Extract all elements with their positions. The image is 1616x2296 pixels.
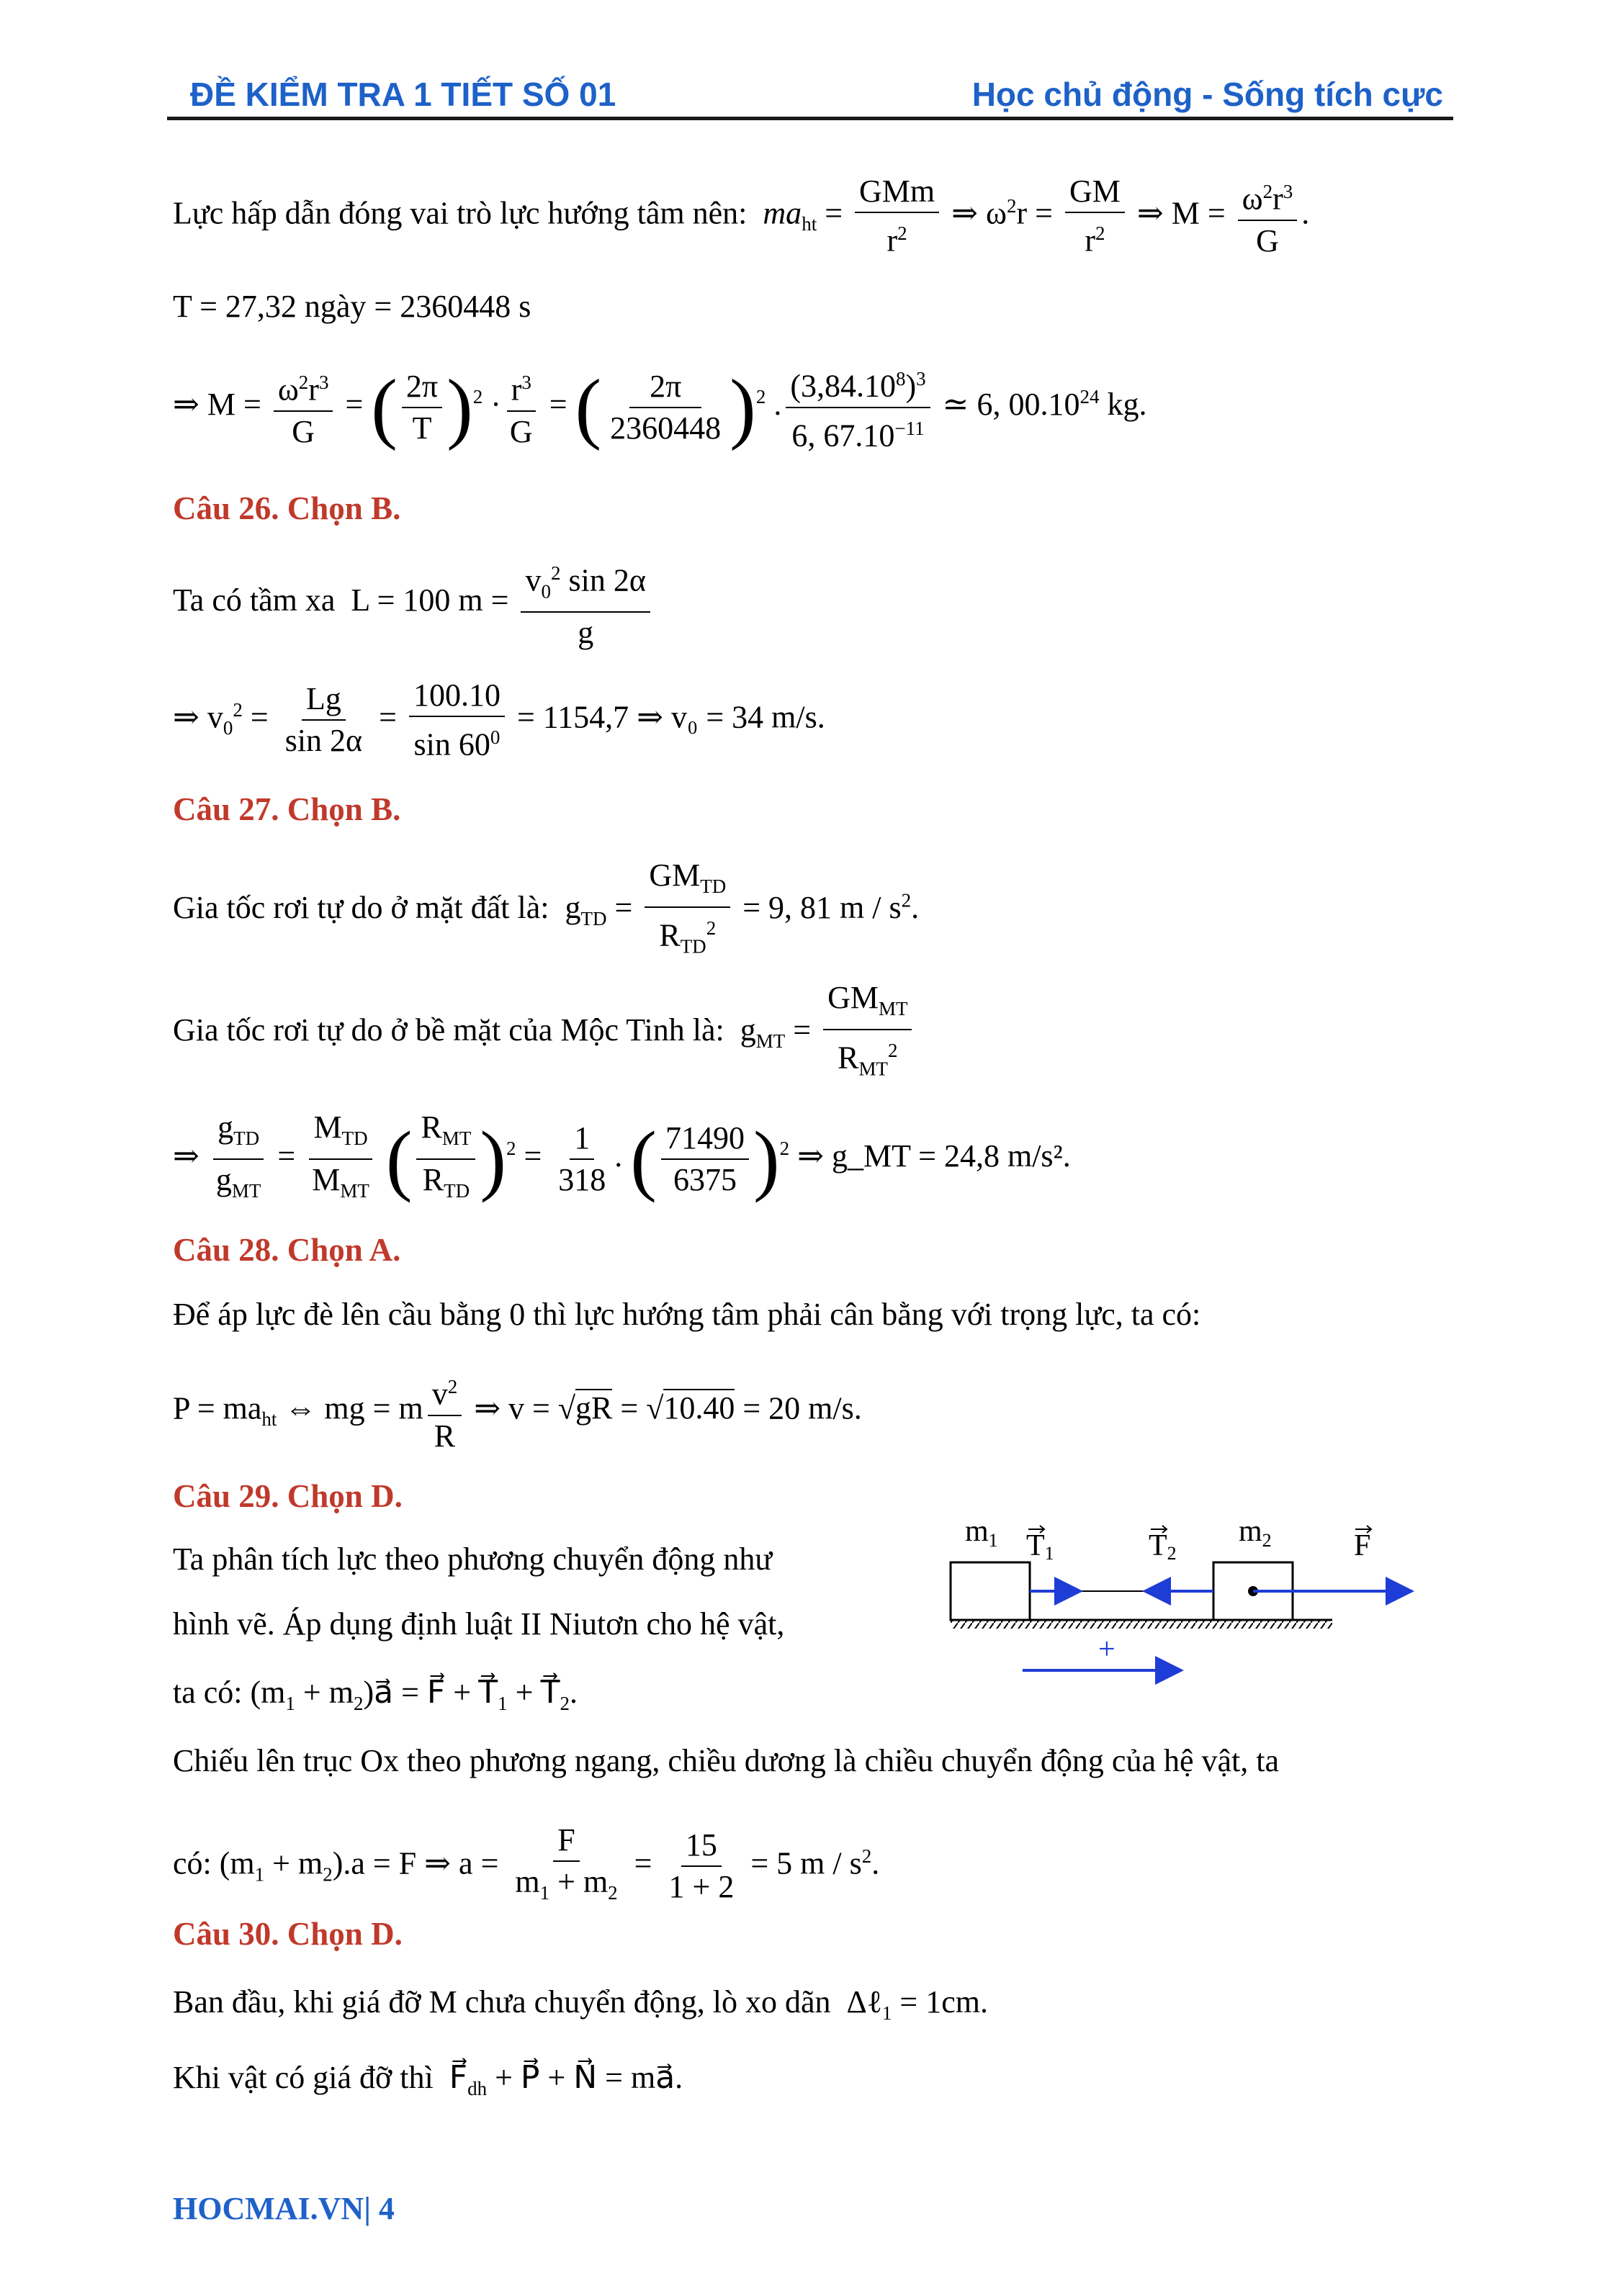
q25-period: T = 27,32 ngày = 2360448 s: [173, 289, 531, 324]
fraction: $\frac{(3,84.10^8)^3}{6, 67.10^{-11}}$: [786, 360, 930, 454]
fraction: $\frac{GM}{r^2}$: [1065, 173, 1125, 260]
fraction: $\frac{GM_{TD}}{R_{TD}^2}$: [645, 857, 730, 965]
fraction: $\frac{100.10}{\sin 60^0}$: [409, 677, 505, 764]
q27-jupiter-gravity: Gia tốc rơi tự do ở bề mặt của Mộc Tinh là: $g_{MT}$ = $\frac{GM_{MT}}{R_{MT}^2}$: [173, 979, 916, 1087]
fraction: $\frac{g_{TD}}{g_{MT}}$: [212, 1109, 266, 1210]
q28-title: Câu 28. Chọn A.: [173, 1232, 401, 1268]
q26-text: Ta có tầm xa: [173, 582, 336, 618]
fraction: $\frac{1}{318}$: [558, 1120, 606, 1197]
q25-mass-calculation: ⇒ M = $\frac{\omega^2r^3}{G}$ = ( $\frac{2\pi}{T}$ )$^2$ · $\frac{r^3}{G}$ = ( $\frac{2\pi}{2360448}$ )$^2$ . $\frac{(3,84.10^8)^3}{6, 67.10^{-11}}$ ≃ 6, 00.10$^{24}$ kg.: [173, 360, 1147, 454]
q27-earth-gravity: Gia tốc rơi tự do ở mặt đất là: $g_{TD}$ = $\frac{GM_{TD}}{R_{TD}^2}$ = 9, 81 m / $s^2$.: [173, 857, 919, 965]
q26-title: Câu 26. Chọn B.: [173, 490, 401, 526]
q29-acceleration-calculation: có: $(m_1 + m_2).a = F$ ⇒ a = $\frac{F}{m_1 + m_2}$ = $\frac{15}{1 + 2}$ = 5 m / $s^2$.: [173, 1822, 879, 1912]
force-diagram: [936, 1512, 1440, 1692]
block-m1: [951, 1562, 1030, 1620]
q30-line2: Khi vật có giá đỡ thì: [173, 2060, 434, 2095]
q29-title: Câu 29. Chọn D.: [173, 1478, 403, 1514]
fraction: $\frac{15}{1 + 2}$: [668, 1827, 735, 1905]
fraction: $\frac{2\pi}{T}$: [402, 368, 442, 447]
q28-velocity-calculation: $P = ma_{ht}$ ⇔ mg = m $\frac{v^2}{R}$ ⇒ v = √gR = √10.40 = 20 m/s.: [173, 1368, 862, 1455]
ground-hatch: [951, 1620, 1332, 1629]
q25-equation-line: Lực hấp dẫn đóng vai trò lực hướng tâm nên: $ma_{ht}$ = $\frac{\text{GMm}}{r^2}$ ⇒ $\omega^2r$ = $\frac{GM}{r^2}$ ⇒ M = $\frac{\omega^2r^3}{G}$ .: [173, 174, 1310, 258]
label-t1: T1: [1026, 1529, 1054, 1564]
q30-line1: Ban đầu, khi giá đỡ M chưa chuyển động, lò xo dãn: [173, 1984, 831, 2020]
label-t2: T2: [1149, 1529, 1177, 1564]
q27-ratio-calculation: ⇒ $\frac{g_{TD}}{g_{MT}}$ = $\frac{M_{TD}}{M_{MT}}$ ( $\frac{R_{MT}}{R_{TD}}$ )$^2$ = $\frac{1}{318}$ . ( $\frac{71490}{6375}$ )$^2$ ⇒ g_MT = 24,8 m/s².: [173, 1109, 1071, 1210]
q25-intro: Lực hấp dẫn đóng vai trò lực hướng tâm nên:: [173, 195, 748, 231]
fraction: $\frac{\text{GMm}}{r^2}$: [855, 173, 939, 260]
positive-sign: +: [1098, 1633, 1116, 1666]
label-m1: m1: [965, 1515, 998, 1551]
fraction: $\frac{Lg}{\sin 2\alpha}$: [284, 681, 363, 759]
header-slogan: Học chủ động - Sống tích cực: [971, 76, 1443, 113]
q28-text: Để áp lực đè lên cầu bằng 0 thì lực hướng tâm phải cân bằng với trọng lực, ta có:: [173, 1297, 1201, 1332]
q27-result: ⇒ g_MT = 24,8 m/s².: [797, 1138, 1071, 1174]
label-m2: m2: [1239, 1515, 1272, 1551]
q30-newton-equation: Khi vật có giá đỡ thì $F⃗_{dh}$ + P⃗ + N⃗ = ma⃗.: [173, 2060, 683, 2099]
q29-line4: Chiếu lên trục Ox theo phương ngang, chiều dương là chiều chuyển động của hệ vật, ta: [173, 1743, 1280, 1778]
q29-line5: có:: [173, 1845, 212, 1881]
q30-title: Câu 30. Chọn D.: [173, 1916, 403, 1952]
fraction: $\frac{v^2}{R}$: [428, 1368, 462, 1455]
q29-newton-equation: ta có: ($m_1$ + $m_2)a⃗$ = F⃗ + $T⃗_1$ + $T⃗_2$.: [173, 1675, 578, 1714]
q29-line1: Ta phân tích lực theo phương chuyển động như: [173, 1541, 773, 1577]
header-rule: [167, 117, 1453, 120]
q26-range-equation: Ta có tầm xa L = 100 m = $\frac{v_0^2 \sin 2\alpha}{g}$: [173, 554, 655, 652]
header-title: ĐỀ KIỂM TRA 1 TIẾT SỐ 01: [190, 76, 616, 113]
q27-title: Câu 27. Chọn B.: [173, 791, 401, 827]
fraction: $\frac{r^3}{G}$: [506, 364, 537, 451]
q28-result: = 20 m/s.: [742, 1390, 862, 1426]
q30-initial-stretch: Ban đầu, khi giá đỡ M chưa chuyển động, lò xo dãn Δℓ$_1$ = 1cm.: [173, 1984, 988, 2024]
q26-result: = 1154,7 ⇒ v₀ = 34 m/s.: [516, 699, 825, 735]
fraction: $\frac{v_0^2 \sin 2\alpha}{g}$: [521, 554, 650, 652]
label-f: F: [1354, 1529, 1371, 1562]
fraction: $\frac{M_{TD}}{M_{MT}}$: [308, 1109, 374, 1210]
q29-line2: hình vẽ. Áp dụng định luật II Niutơn cho hệ vật,: [173, 1606, 785, 1642]
footer-page-number: HOCMAI.VN| 4: [173, 2191, 395, 2226]
q27-text2: Gia tốc rơi tự do ở bề mặt của Mộc Tinh là:: [173, 1012, 724, 1048]
fraction: $\frac{F}{m_1 + m_2}$: [515, 1822, 618, 1904]
fraction: $\frac{\omega^2r^3}{G}$: [1238, 173, 1298, 260]
fraction: $\frac{GM_{MT}}{R_{MT}^2}$: [823, 979, 912, 1087]
q27-text1: Gia tốc rơi tự do ở mặt đất là:: [173, 890, 549, 926]
fraction: $\frac{\omega^2r^3}{G}$: [274, 364, 333, 451]
fraction: $\frac{71490}{6375}$: [661, 1120, 749, 1199]
q29-line3: ta có:: [173, 1675, 243, 1710]
fraction: $\frac{2\pi}{2360448}$: [610, 368, 722, 446]
fraction: $\frac{R_{MT}}{R_{TD}}$: [416, 1109, 475, 1210]
q26-velocity-calculation: ⇒ $v_0^2$ = $\frac{Lg}{\sin 2\alpha}$ = $\frac{100.10}{\sin 60^0}$ = 1154,7 ⇒ v₀ = 34 m/s.: [173, 677, 825, 762]
